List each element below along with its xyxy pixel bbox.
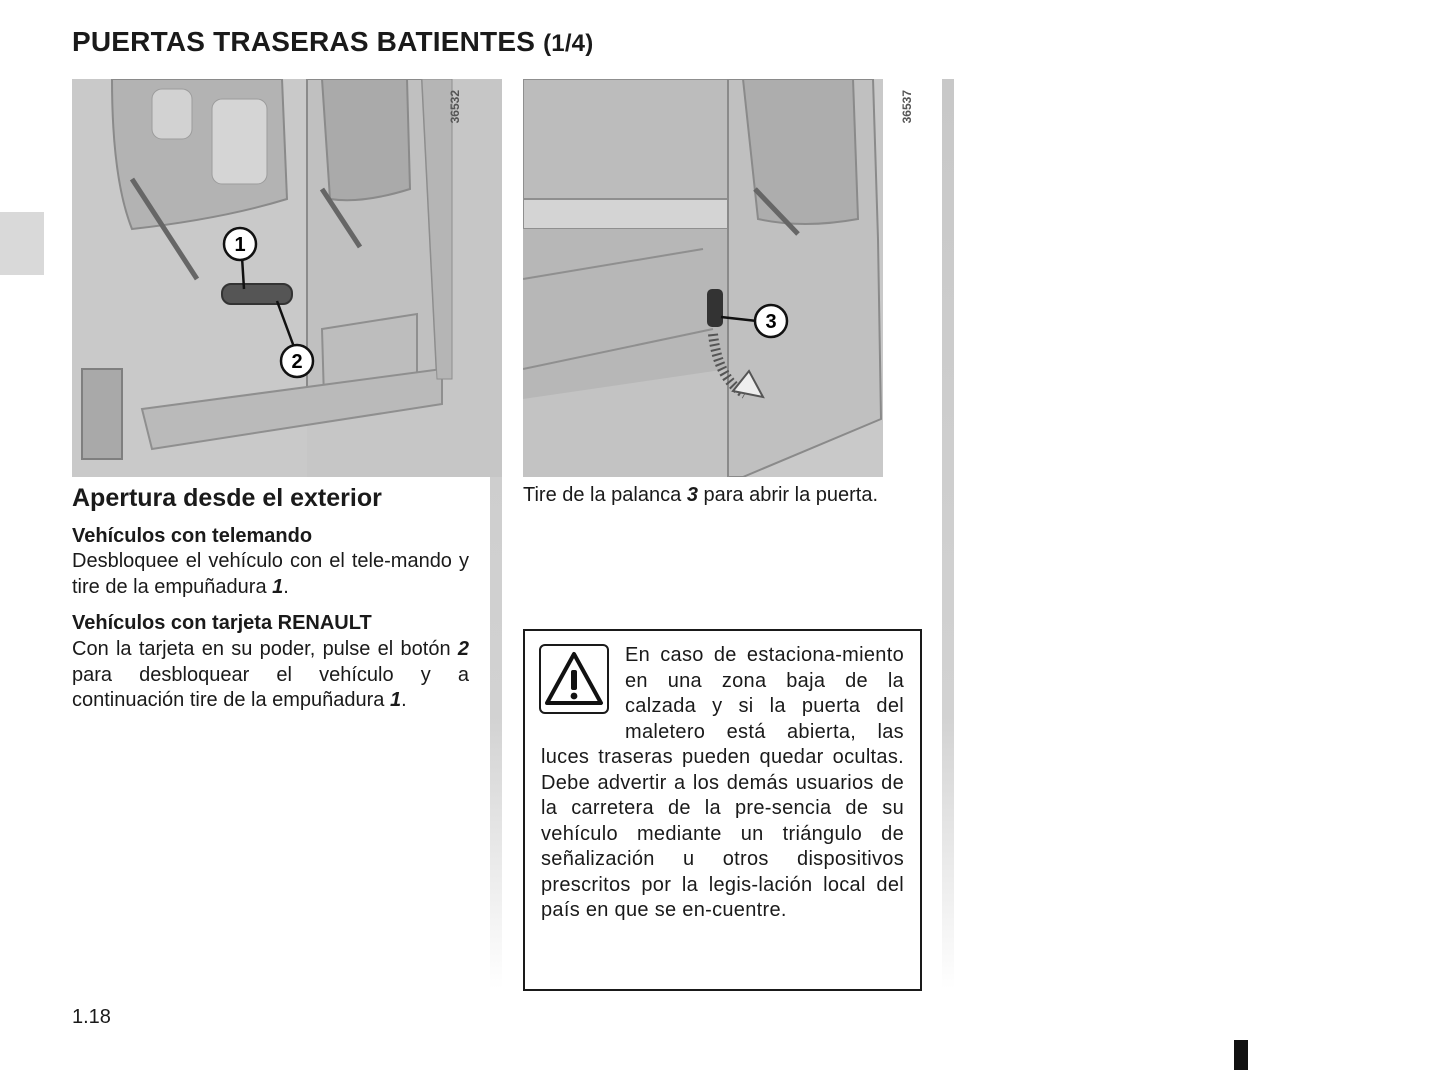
paragraph-remote xyxy=(72,549,469,600)
ref-handle-1: 1 xyxy=(272,575,284,598)
figure-exterior-handle xyxy=(72,79,502,477)
door-exterior-illustration xyxy=(72,79,502,477)
ref-handle-1: 1 xyxy=(390,689,402,711)
paragraph-remote-text: Desbloquee el vehículo con el tele-mando y tire de la empuñadura xyxy=(72,550,469,598)
figure-interior-lever xyxy=(523,79,883,477)
callout-3-label: 3 xyxy=(765,311,777,333)
paragraph-card xyxy=(72,637,469,714)
section-heading: Apertura desde el exterior xyxy=(72,484,382,512)
warning-box xyxy=(523,629,922,991)
warning-text xyxy=(541,643,904,924)
column-divider-right xyxy=(942,79,954,989)
paragraph-card-end: . xyxy=(401,689,407,711)
subheading-card: Vehículos con tarjeta RENAULT xyxy=(72,612,372,634)
ref-lever-3: 3 xyxy=(686,484,698,506)
paragraph-card-text: Con la tarjeta en su poder, pulse el botón xyxy=(72,638,458,660)
title-text: PUERTAS TRASERAS BATIENTES xyxy=(72,26,536,57)
ref-button-2: 2 xyxy=(457,638,469,660)
callout-1-label: 1 xyxy=(234,234,246,256)
paragraph-card-middle: para desbloquear el vehículo y a continuación tire de la empuñadura xyxy=(72,663,469,711)
chapter-tab xyxy=(0,212,44,275)
warning-text-content: En caso de estaciona-miento en una zona baja de la calzada y si la puerta del maletero está abierta, las luces traseras pueden quedar ocultas. Debe advertir a los demás usuarios de la carretera de la pre-sencia de su vehículo mediante un triángulo de señalización u otros dispositivos prescritos por la legis-lación local del país en que se en-cuentre. xyxy=(541,644,904,921)
subheading-remote: Vehículos con telemando xyxy=(72,525,313,547)
figure-caption xyxy=(523,484,878,507)
caption-text: Tire de la palanca xyxy=(523,484,687,506)
callout-2-label: 2 xyxy=(291,351,303,373)
figure-code-right: 36537 xyxy=(900,90,914,124)
page-number: 1.18 xyxy=(72,1006,111,1028)
caption-end: para abrir la puerta. xyxy=(697,484,879,506)
page-title xyxy=(72,26,593,58)
paragraph-remote-end: . xyxy=(283,575,289,598)
door-interior-illustration xyxy=(523,79,883,477)
title-part: (1/4) xyxy=(543,30,594,57)
figure-code-left: 36532 xyxy=(448,90,462,124)
corner-mark xyxy=(1234,1040,1248,1070)
